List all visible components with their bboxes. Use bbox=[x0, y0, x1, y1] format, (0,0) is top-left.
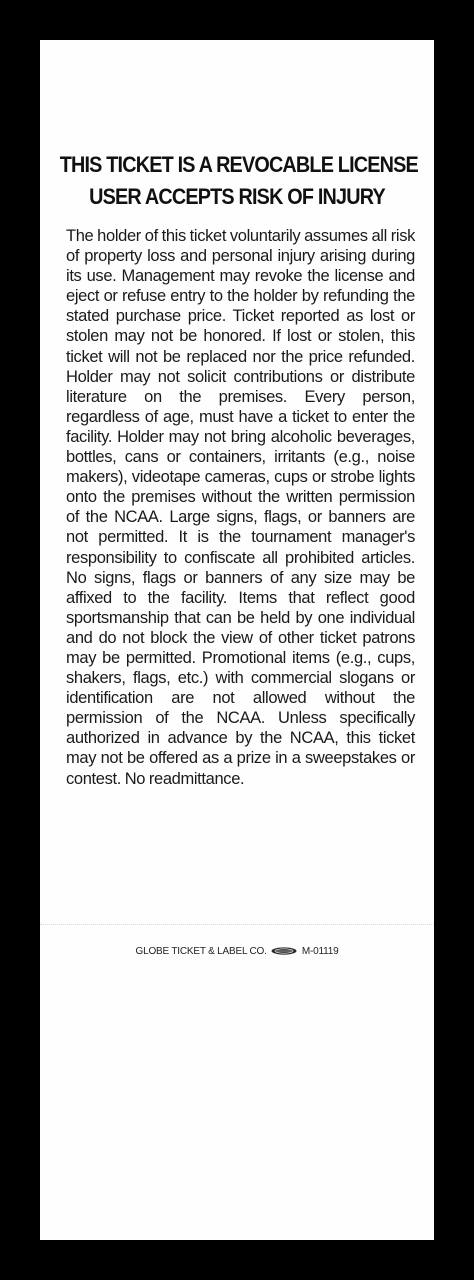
headline-risk-of-injury: USER ACCEPTS RISK OF INJURY bbox=[89, 184, 385, 209]
union-bug-icon bbox=[271, 947, 297, 955]
printer-code: M-01119 bbox=[301, 946, 339, 957]
printer-imprint bbox=[40, 946, 434, 957]
printer-name: GLOBE TICKET & LABEL CO. bbox=[135, 946, 267, 957]
perforation-line bbox=[40, 924, 434, 925]
terms-and-conditions: The holder of this ticket voluntarily assumes all risk of property loss and personal injury arising during its use. Management may revoke the license and eject or refuse entry to the holder by refunding the stated purchase price. Ticket reported as lost or stolen may not be honored. If lost or stolen, this ticket will not be replaced nor the price refunded. Holder may not solicit contributions or distribute literature on the premises. Every person, regardless of age, must have a ticket to enter the facility. Holder may not bring alcoholic beverages, bottles, cans or containers, irritants (e.g., noise makers), videotape cameras, cups or strobe lights onto the premises without the written permission of the NCAA. Large signs, flags, or banners are not permitted. It is the tournament manager's responsibility to confiscate all prohibited articles. No signs, flags or banners of any size may be affixed to the facility. Items that reflect good sportsmanship that can be held by one individual and do not block the view of other ticket patrons may be permitted. Promotional items (e.g., cups, shakers, flags, etc.) with commercial slogans or identification are not allowed without the permission of the NCAA. Unless specifically authorized in advance by the NCAA, this ticket may not be offered as a prize in a sweepstakes or contest. No readmittance. bbox=[66, 227, 415, 788]
ticket-back bbox=[40, 40, 434, 1240]
headline-revocable-license: THIS TICKET IS A REVOCABLE LICENSE bbox=[59, 152, 418, 177]
